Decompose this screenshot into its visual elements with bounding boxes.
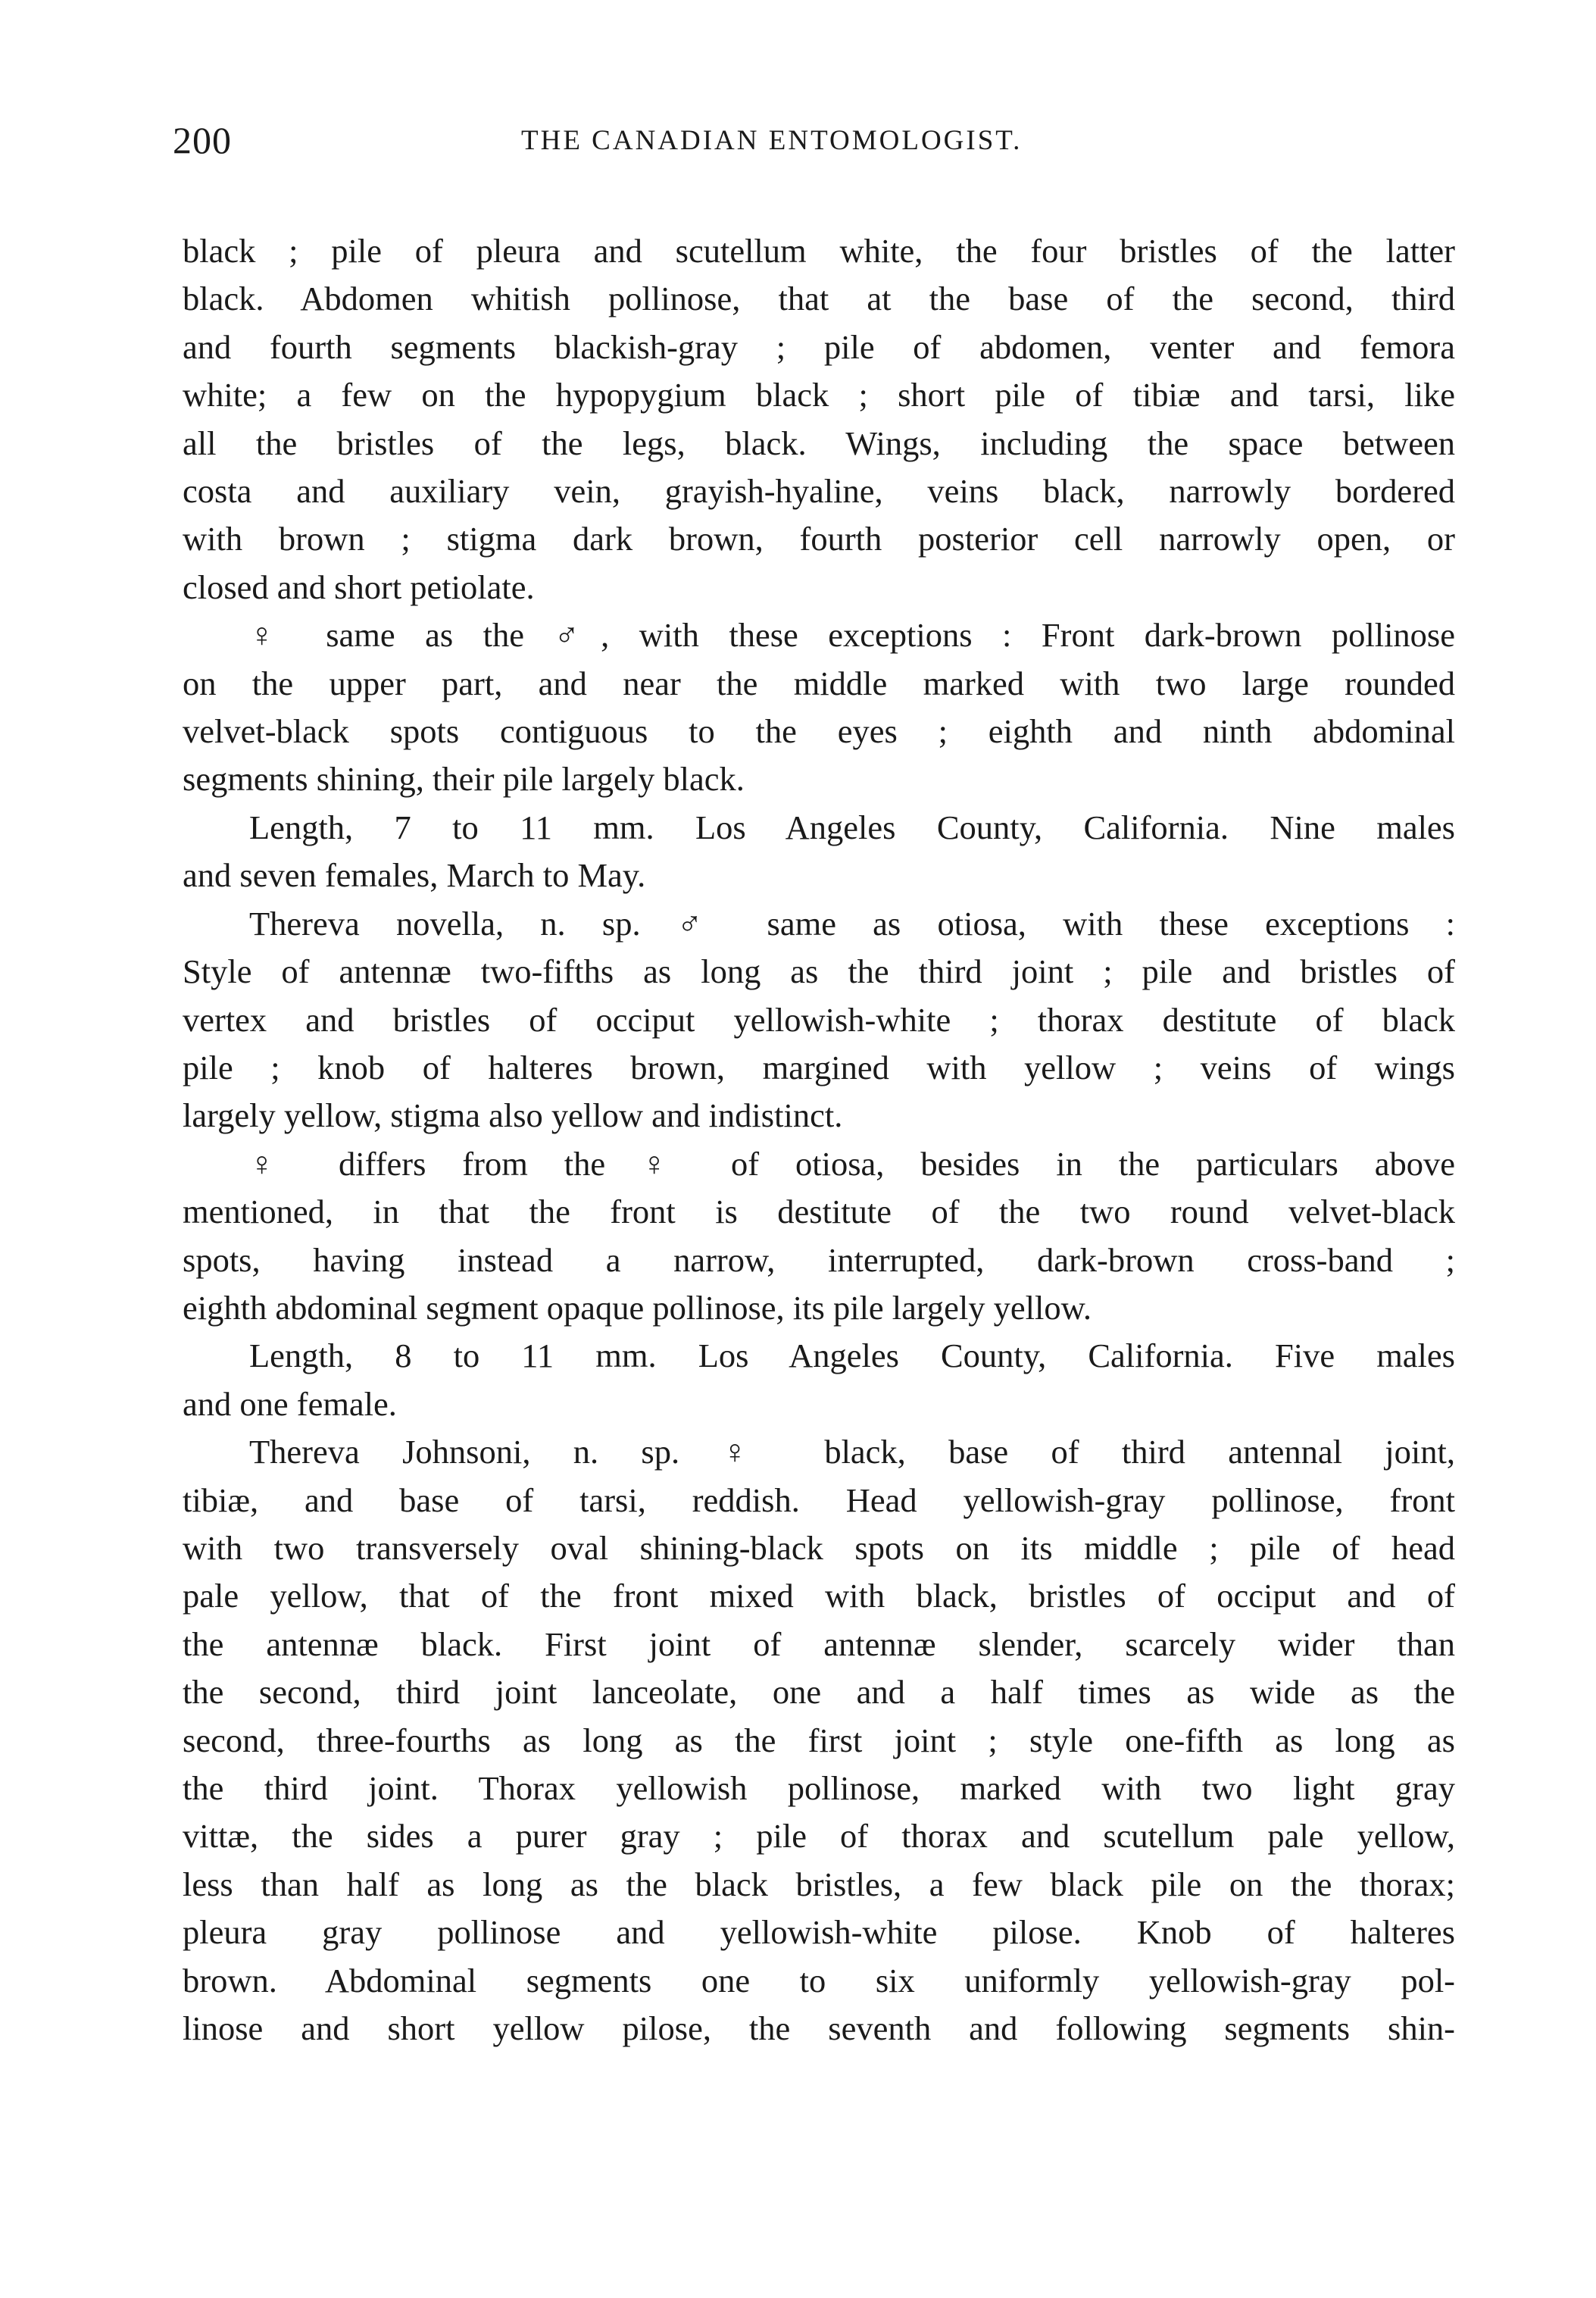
text-line: second, three-fourths as long as the first joint ; style one-fifth as long as <box>183 1721 1455 1759</box>
text-line: closed and short petiolate. <box>183 567 535 606</box>
text-line: largely yellow, stigma also yellow and indistinct. <box>183 1096 843 1135</box>
text-line: all the bristles of the legs, black. Wings, including the space between <box>183 424 1455 462</box>
text-line: vertex and bristles of occiput yellowish-white ; thorax destitute of black <box>183 1000 1455 1039</box>
text-line: on the upper part, and near the middle marked with two large rounded <box>183 664 1455 702</box>
text-line: less than half as long as the black bristles, a few black pile on the thorax; <box>183 1865 1455 1903</box>
text-line: costa and auxiliary vein, grayish-hyaline, veins black, narrowly bordered <box>183 472 1455 511</box>
text-line: pleura gray pollinose and yellowish-white pilose. Knob of halteres <box>183 1913 1455 1952</box>
text-line: and fourth segments blackish-gray ; pile of abdomen, venter and femora <box>183 327 1455 366</box>
text-line: linose and short yellow pilose, the seventh and following segments shin- <box>183 2009 1455 2048</box>
text-line: pale yellow, that of the front mixed with black, bristles of occiput and of <box>183 1577 1455 1615</box>
text-line: ♀ differs from the ♀ of otiosa, besides in the particulars above <box>249 1144 1455 1183</box>
text-line: Thereva Johnsoni, n. sp. ♀ black, base of third antennal joint, <box>249 1433 1455 1471</box>
body-text <box>183 227 1455 2053</box>
text-line: black. Abdomen whitish pollinose, that at the base of the second, third <box>183 280 1455 318</box>
text-line: vittæ, the sides a purer gray ; pile of thorax and scutellum pale yellow, <box>183 1817 1455 1856</box>
text-line: velvet-black spots contiguous to the eyes ; eighth and ninth abdominal <box>183 712 1455 751</box>
text-line: the second, third joint lanceolate, one and a half times as wide as the <box>183 1673 1455 1712</box>
text-line: ♀ same as the ♂, with these exceptions : Front dark-brown pollinose <box>249 616 1455 655</box>
text-line: Thereva novella, n. sp. ♂ same as otiosa, with these exceptions : <box>249 904 1455 943</box>
page-header <box>173 114 1460 167</box>
text-line: eighth abdominal segment opaque pollinose, its pile largely yellow. <box>183 1288 1092 1327</box>
text-line: pile ; knob of halteres brown, margined with yellow ; veins of wings <box>183 1048 1455 1086</box>
text-line: mentioned, in that the front is destitute of the two round velvet-black <box>183 1193 1455 1231</box>
text-line: and one female. <box>183 1384 397 1423</box>
running-title: THE CANADIAN ENTOMOLOGIST. <box>521 125 1023 156</box>
text-line: the antennæ black. First joint of antennæ slender, scarcely wider than <box>183 1624 1455 1663</box>
text-line: the third joint. Thorax yellowish pollinose, marked with two light gray <box>183 1769 1455 1807</box>
text-line: and seven females, March to May. <box>183 856 646 895</box>
text-line: with two transversely oval shining-black spots on its middle ; pile of head <box>183 1528 1455 1567</box>
text-line: tibiæ, and base of tarsi, reddish. Head yellowish-gray pollinose, front <box>183 1480 1455 1519</box>
text-line: with brown ; stigma dark brown, fourth posterior cell narrowly open, or <box>183 520 1455 558</box>
text-line: Style of antennæ two-fifths as long as the third joint ; pile and bristles of <box>183 952 1455 991</box>
text-line: Length, 8 to 11 mm. Los Angeles County, California. Five males <box>249 1337 1455 1375</box>
text-line: white; a few on the hypopygium black ; short pile of tibiæ and tarsi, like <box>183 376 1455 414</box>
text-line: segments shining, their pile largely black. <box>183 760 745 799</box>
text-line: black ; pile of pleura and scutellum white, the four bristles of the latter <box>183 232 1455 270</box>
text-line: spots, having instead a narrow, interrupted, dark-brown cross-band ; <box>183 1240 1455 1279</box>
page-number: 200 <box>173 119 232 161</box>
text-line: brown. Abdominal segments one to six uniformly yellowish-gray pol- <box>183 1961 1455 1999</box>
text-line: Length, 7 to 11 mm. Los Angeles County, California. Nine males <box>249 808 1455 846</box>
